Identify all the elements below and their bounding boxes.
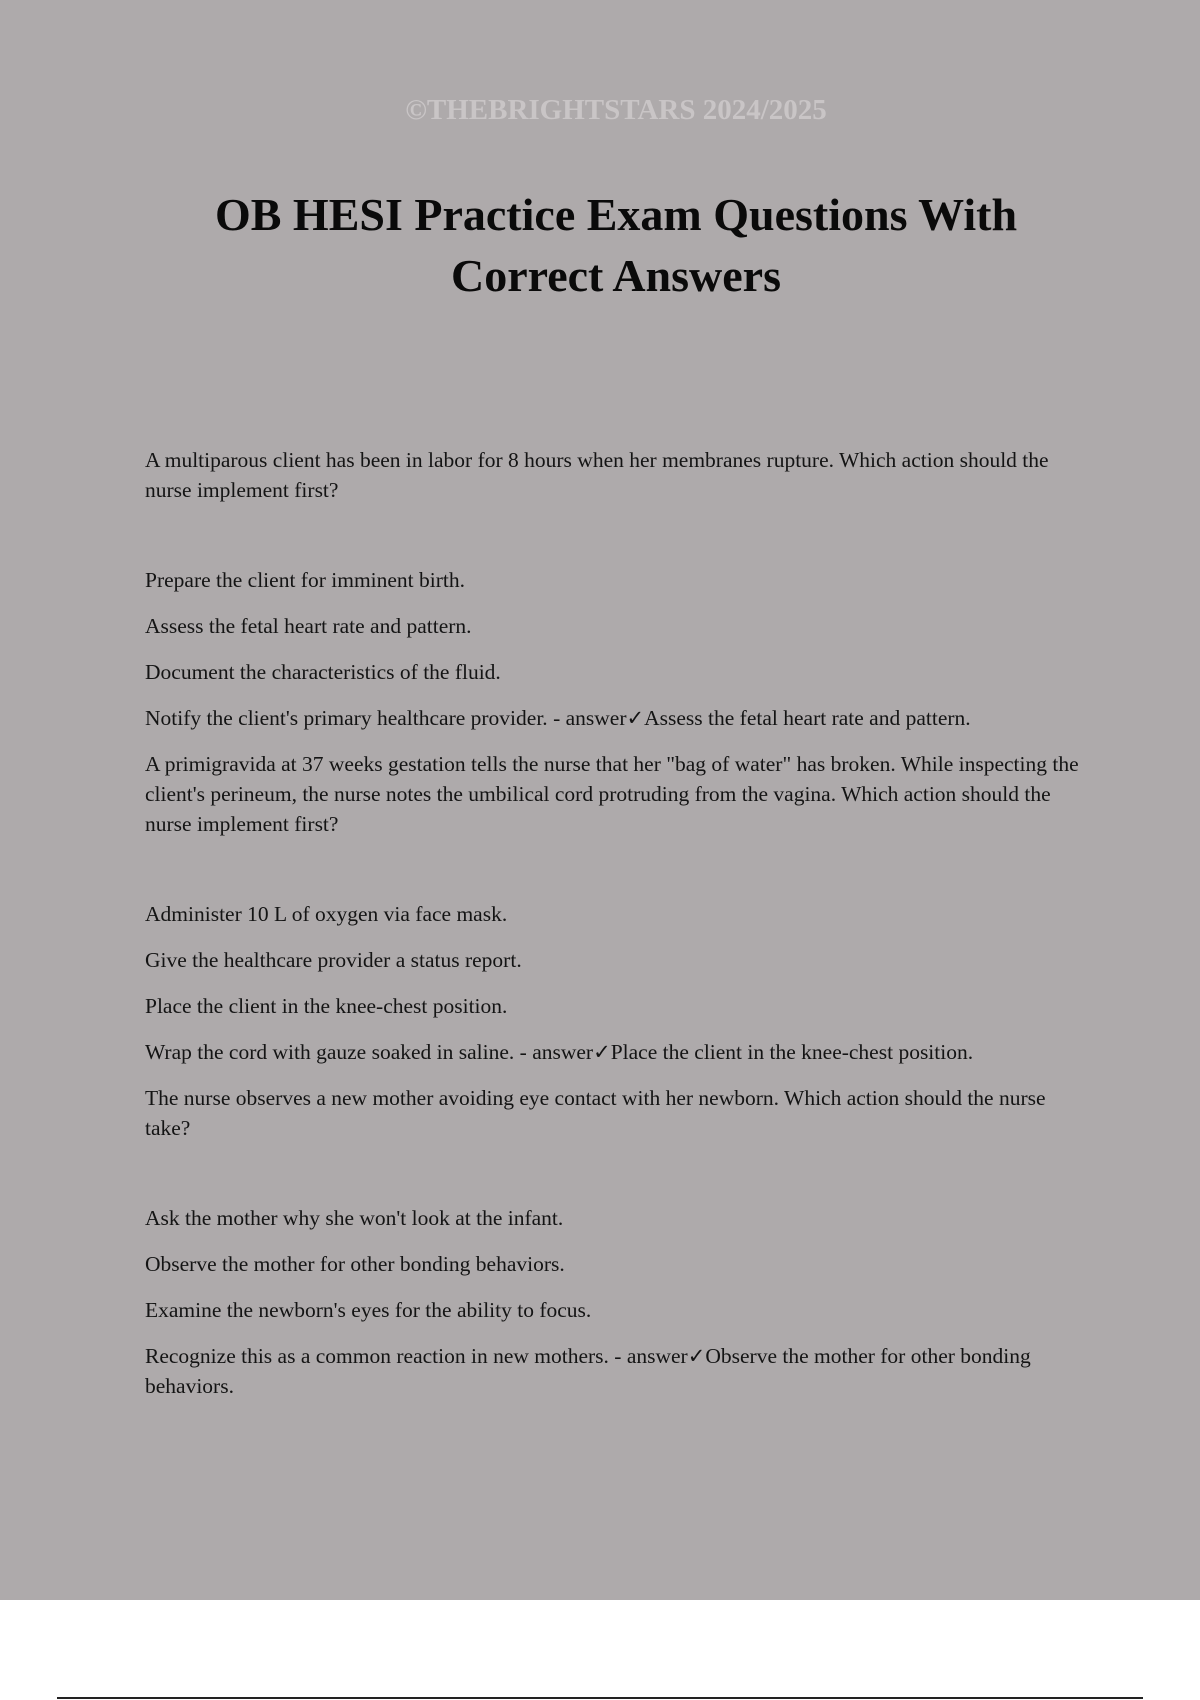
option-b: Give the healthcare provider a status report. [145,948,522,972]
option-c: Place the client in the knee-chest position. [145,994,508,1018]
option-b: Assess the fetal heart rate and pattern. [145,614,472,638]
question-block-3 [145,1083,1085,1401]
question-block-2 [145,749,1085,1067]
watermark: ©THEBRIGHTSTARS 2024/2025 [405,94,827,126]
page-divider [57,1697,1143,1699]
question-text: A primigravida at 37 weeks gestation tells the nurse that her "bag of water" has broken. While inspecting the client's perineum, the nurse notes the umbilical cord protruding from the vagina. Which action should the nurse implement first? [145,752,1079,836]
option-d-with-answer [145,1341,1085,1401]
question-block-1 [145,445,1085,733]
question-text: A multiparous client has been in labor for 8 hours when her membranes rupture. Which action should the nurse implement first? [145,448,1049,502]
question-text: The nurse observes a new mother avoiding eye contact with her newborn. Which action should the nurse take? [145,1086,1046,1140]
option-d: Recognize this as a common reaction in new mothers. [145,1344,609,1368]
correct-answer: Observe the mother for other bonding behaviors. [145,1344,1031,1398]
option-a: Ask the mother why she won't look at the infant. [145,1206,564,1230]
check-icon: ✓ [687,1344,706,1368]
option-b: Observe the mother for other bonding behaviors. [145,1252,565,1276]
answer-label: - answer [514,1040,594,1064]
option-a: Prepare the client for imminent birth. [145,568,466,592]
correct-answer: Assess the fetal heart rate and pattern. [644,706,971,730]
option-c: Examine the newborn's eyes for the ability to focus. [145,1298,592,1322]
answer-label: - answer [547,706,627,730]
option-d: Notify the client's primary healthcare provider. [145,706,548,730]
title-line-1: OB HESI Practice Exam Questions With [214,189,1018,240]
option-c: Document the characteristics of the fluid. [145,660,501,684]
option-d-with-answer [145,1037,1085,1067]
check-icon: ✓ [626,706,645,730]
question-list [145,445,1085,1417]
document-title [0,184,1200,306]
option-d-with-answer [145,703,1085,733]
title-line-2: Correct Answers [451,250,781,301]
correct-answer: Place the client in the knee-chest position. [610,1040,974,1064]
answer-label: - answer [608,1344,688,1368]
option-a: Administer 10 L of oxygen via face mask. [145,902,508,926]
check-icon: ✓ [593,1040,611,1064]
option-d: Wrap the cord with gauze soaked in saline. [145,1040,515,1064]
